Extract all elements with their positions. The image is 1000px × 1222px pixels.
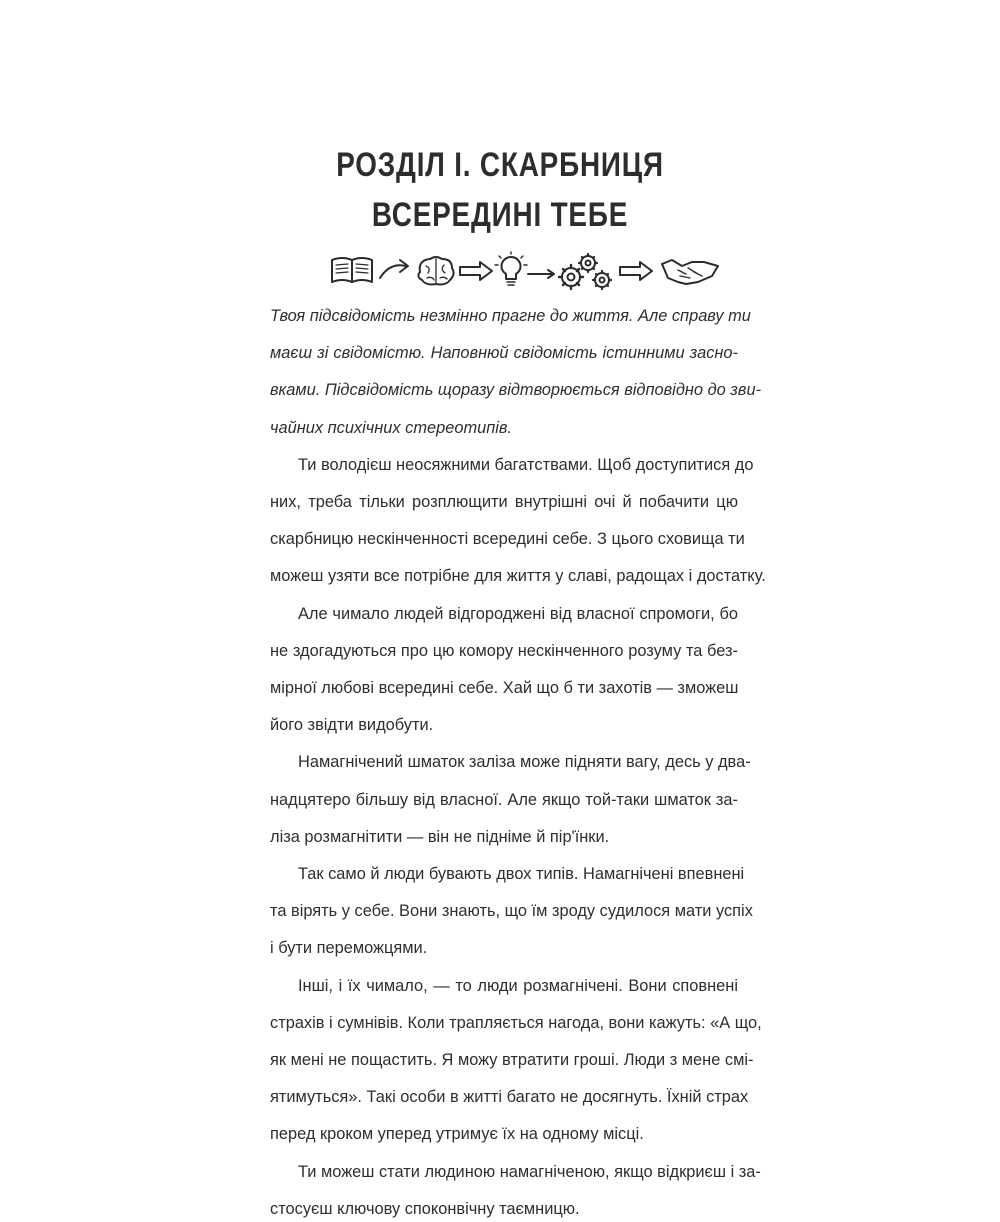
lightbulb-icon [495, 252, 527, 285]
paragraph-line: Але чимало людей відгороджені від власної спромоги, бо [298, 604, 738, 623]
paragraph-line: Так само й люди бувають двох типів. Намагнічені впевнені [298, 865, 745, 883]
paragraph-line: Ти можеш стати людиною намагніченою, якщо відкриєш і за- [298, 1162, 761, 1181]
paragraph-line: можеш узяти все потрібне для життя у славі, радощах і достатку. [270, 567, 766, 586]
chapter-title-line-1: РОЗДІЛ І. СКАРБНИЦЯ [336, 146, 664, 184]
paragraph-line: Намагнічений шматок заліза може підняти вагу, десь у два- [298, 753, 751, 772]
paragraph-line: і бути переможцями. [270, 939, 428, 958]
book-icon [332, 258, 372, 282]
arrow-right-icon [460, 262, 492, 280]
curved-arrow-icon [380, 260, 408, 278]
paragraph-line: не здогадуються про цю комору нескінченного розуму та без- [270, 641, 738, 660]
paragraph-line: ліза розмагнітити — він не підніме й пір'їнки. [270, 827, 610, 846]
arrow-right-icon [528, 270, 554, 278]
paragraph-line: стосуєш ключову споконвічну таємницю. [270, 1199, 580, 1218]
paragraph-line: ятимуться». Такі особи в житті багато не досягнуть. Їхній страх [270, 1088, 749, 1107]
brain-icon [418, 257, 453, 285]
paragraph-line: та вірять у себе. Вони знають, що їм зроду судилося мати успіх [270, 902, 753, 921]
paragraph-line: Інші, і їх чимало, — то люди розмагнічені. Вони сповнені [298, 976, 738, 995]
paragraph-line: мірної любові всередині себе. Хай що б ти захотів — зможеш [270, 679, 739, 697]
epigraph-line: маєш зі свідомістю. Наповнюй свідомість істинними засно- [270, 344, 738, 363]
epigraph-line: чайних психічних стереотипів. [270, 418, 512, 437]
handshake-icon [662, 260, 718, 284]
icon-strip [328, 250, 728, 292]
paragraph-line: надцятеро більшу від власної. Але якщо той-таки шматок за- [270, 790, 738, 809]
paragraph-line: перед кроком уперед утримує їх на одному місці. [270, 1125, 644, 1144]
arrow-right-icon [620, 262, 652, 280]
epigraph-line: вками. Підсвідомість щоразу відтворюється відповідно до зви- [270, 381, 762, 400]
paragraph-line: страхів і сумнівів. Коли трапляється нагода, вони кажуть: «А що, [270, 1013, 762, 1032]
gears-icon [559, 254, 611, 289]
paragraph-line: Ти володієш неосяжними багатствами. Щоб доступитися до [298, 455, 754, 474]
paragraph-line: них, треба тільки розплющити внутрішні очі й побачити цю [270, 493, 738, 511]
paragraph-line: скарбницю нескінченності всередині себе. З цього сховища ти [270, 530, 745, 549]
paragraph-line: як мені не пощастить. Я можу втратити гроші. Люди з мене смі- [270, 1051, 754, 1069]
paragraph-line: його звідти видобути. [270, 716, 434, 735]
chapter-title-line-2: ВСЕРЕДИНІ ТЕБЕ [371, 196, 629, 234]
epigraph-line: Твоя підсвідомість незмінно прагне до життя. Але справу ти [270, 307, 751, 325]
